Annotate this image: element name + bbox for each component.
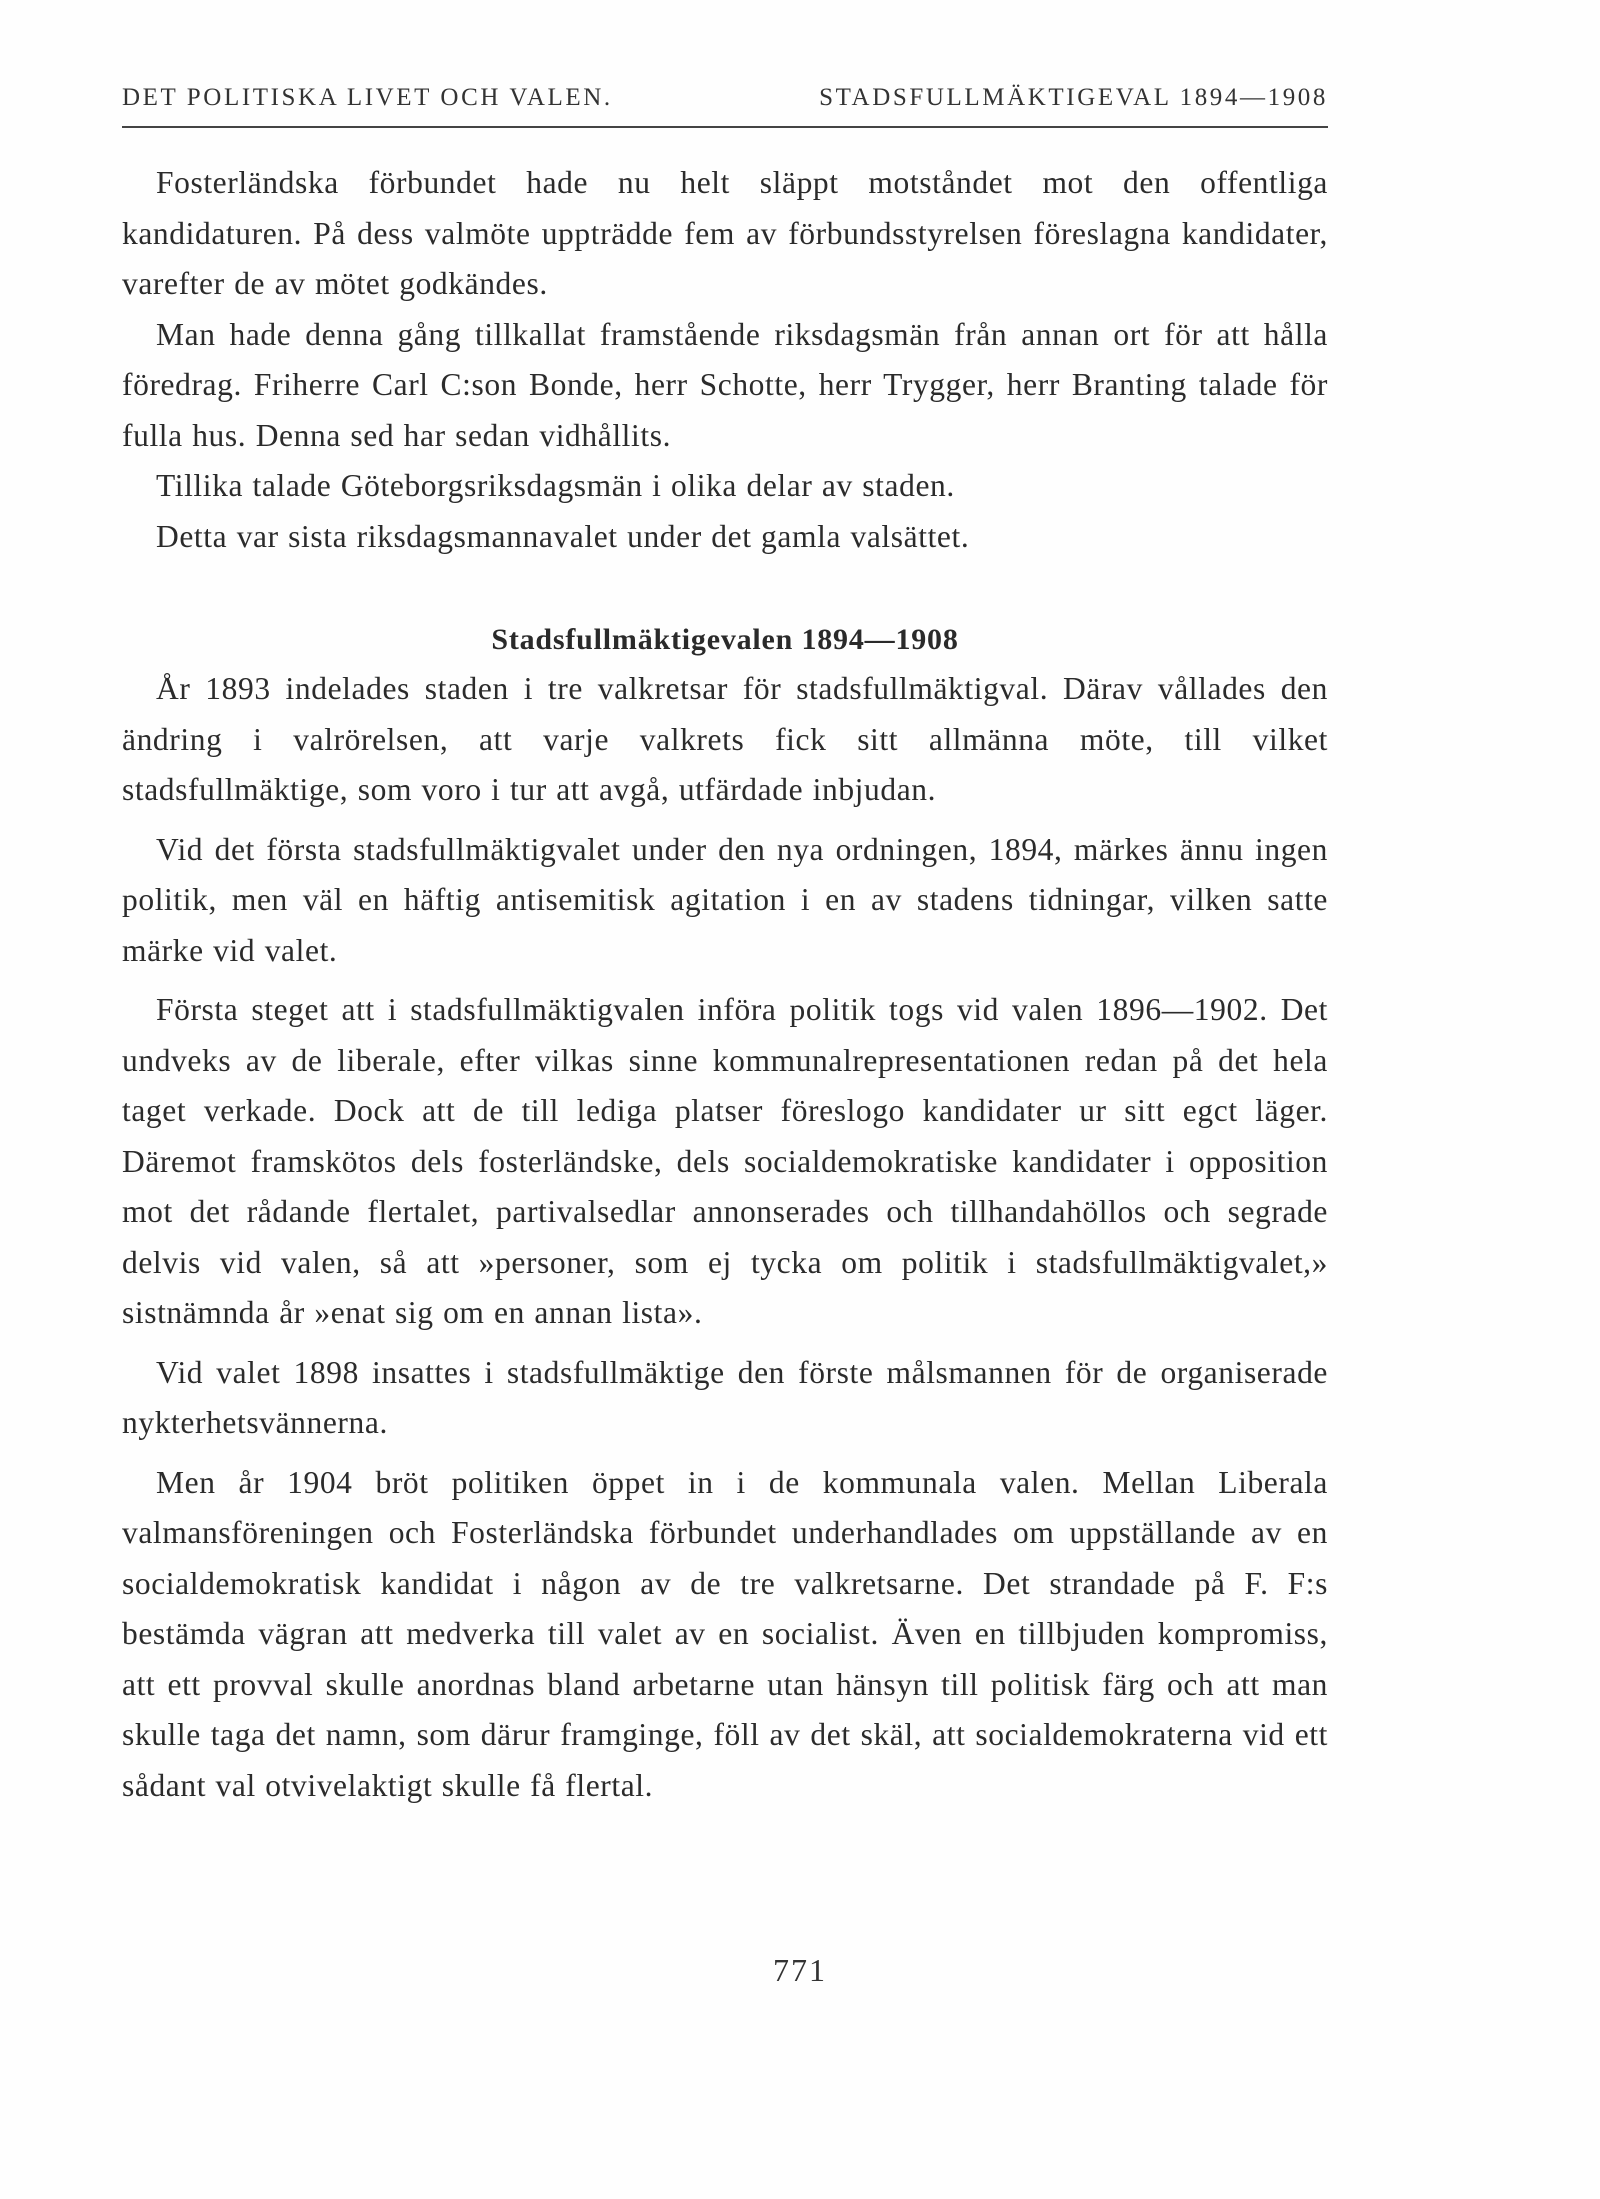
section-title: Stadsfullmäktigevalen 1894—1908	[491, 623, 959, 656]
paragraph-intro-2: Man hade denna gång tillkallat framstående riksdagsmän från annan ort för att hålla föredrag. Friherre Carl C:son Bonde, herr Schotte, herr Trygger, herr Branting talade för fulla hus. Denna sed har sedan vidhållits.	[122, 316, 1328, 453]
running-header-left: DET POLITISKA LIVET OCH VALEN.	[122, 84, 613, 111]
running-header	[122, 84, 1328, 112]
paragraph-section-2: Vid det första stadsfullmäktigvalet under den nya ordningen, 1894, märkes ännu ingen politik, men väl en häftig antisemitisk agitation i en av stadens tidningar, vilken satte märke vid valet.	[122, 831, 1328, 968]
paragraph-intro-4: Detta var sista riksdagsmannavalet under det gamla valsättet.	[156, 518, 970, 554]
page-number: 771	[773, 1952, 827, 1988]
body-text	[122, 158, 1328, 1811]
running-header-right: STADSFULLMÄKTIGEVAL 1894—1908	[819, 84, 1328, 111]
paragraph-section-5: Men år 1904 bröt politiken öppet in i de kommunala valen. Mellan Liberala valmansföreningen och Fosterländska förbundet underhandlades om uppställande av en socialdemokratisk kandidat i någon av de tre valkretsarne. Det strandade på F. F:s bestämda vägran att medverka till valet av en socialist. Även en tillbjuden kompromiss, att ett provval skulle anordnas bland arbetarne utan hänsyn till politisk färg och att man skulle taga det namn, som därur framginge, föll av det skäl, att socialdemokraterna vid ett sådant val otvivelaktigt skulle få flertal.	[122, 1464, 1328, 1803]
paragraph-section-1: År 1893 indelades staden i tre valkretsar för stadsfullmäktigval. Därav vållades den ändring i valrörelsen, att varje valkrets fick sitt allmänna möte, till vilket stadsfullmäktige, som voro i tur att avgå, utfärdade inbjudan.	[122, 671, 1328, 807]
paragraph-section-4: Vid valet 1898 insattes i stadsfullmäktige den förste målsmannen för de organiserade nykterhetsvännerna.	[122, 1354, 1328, 1440]
header-rule	[122, 126, 1328, 128]
paragraph-intro-3: Tillika talade Göteborgsriksdagsmän i olika delar av staden.	[156, 468, 955, 503]
paragraph-intro-1: Fosterländska förbundet hade nu helt släppt motståndet mot den offentliga kandidaturen. På dess valmöte uppträdde fem av förbundsstyrelsen föreslagna kandidater, varefter de av mötet godkändes.	[122, 165, 1328, 301]
paragraph-section-3: Första steget att i stadsfullmäktigvalen införa politik togs vid valen 1896—1902. Det undveks av de liberale, efter vilkas sinne kommunalrepresentationen redan på det hela taget verkade. Dock att de till lediga platser föreslogo kandidater ur sitt egct läger. Däremot framskötos dels fosterländske, dels socialdemokratiske kandidater i opposition mot det rådande flertalet, partivalsedlar annonserades och tillhandahöllos och segrade delvis vid valen, så att »personer, som ej tycka om politik i stadsfullmäktigvalet,» sistnämnda år »enat sig om en annan lista».	[122, 992, 1328, 1330]
